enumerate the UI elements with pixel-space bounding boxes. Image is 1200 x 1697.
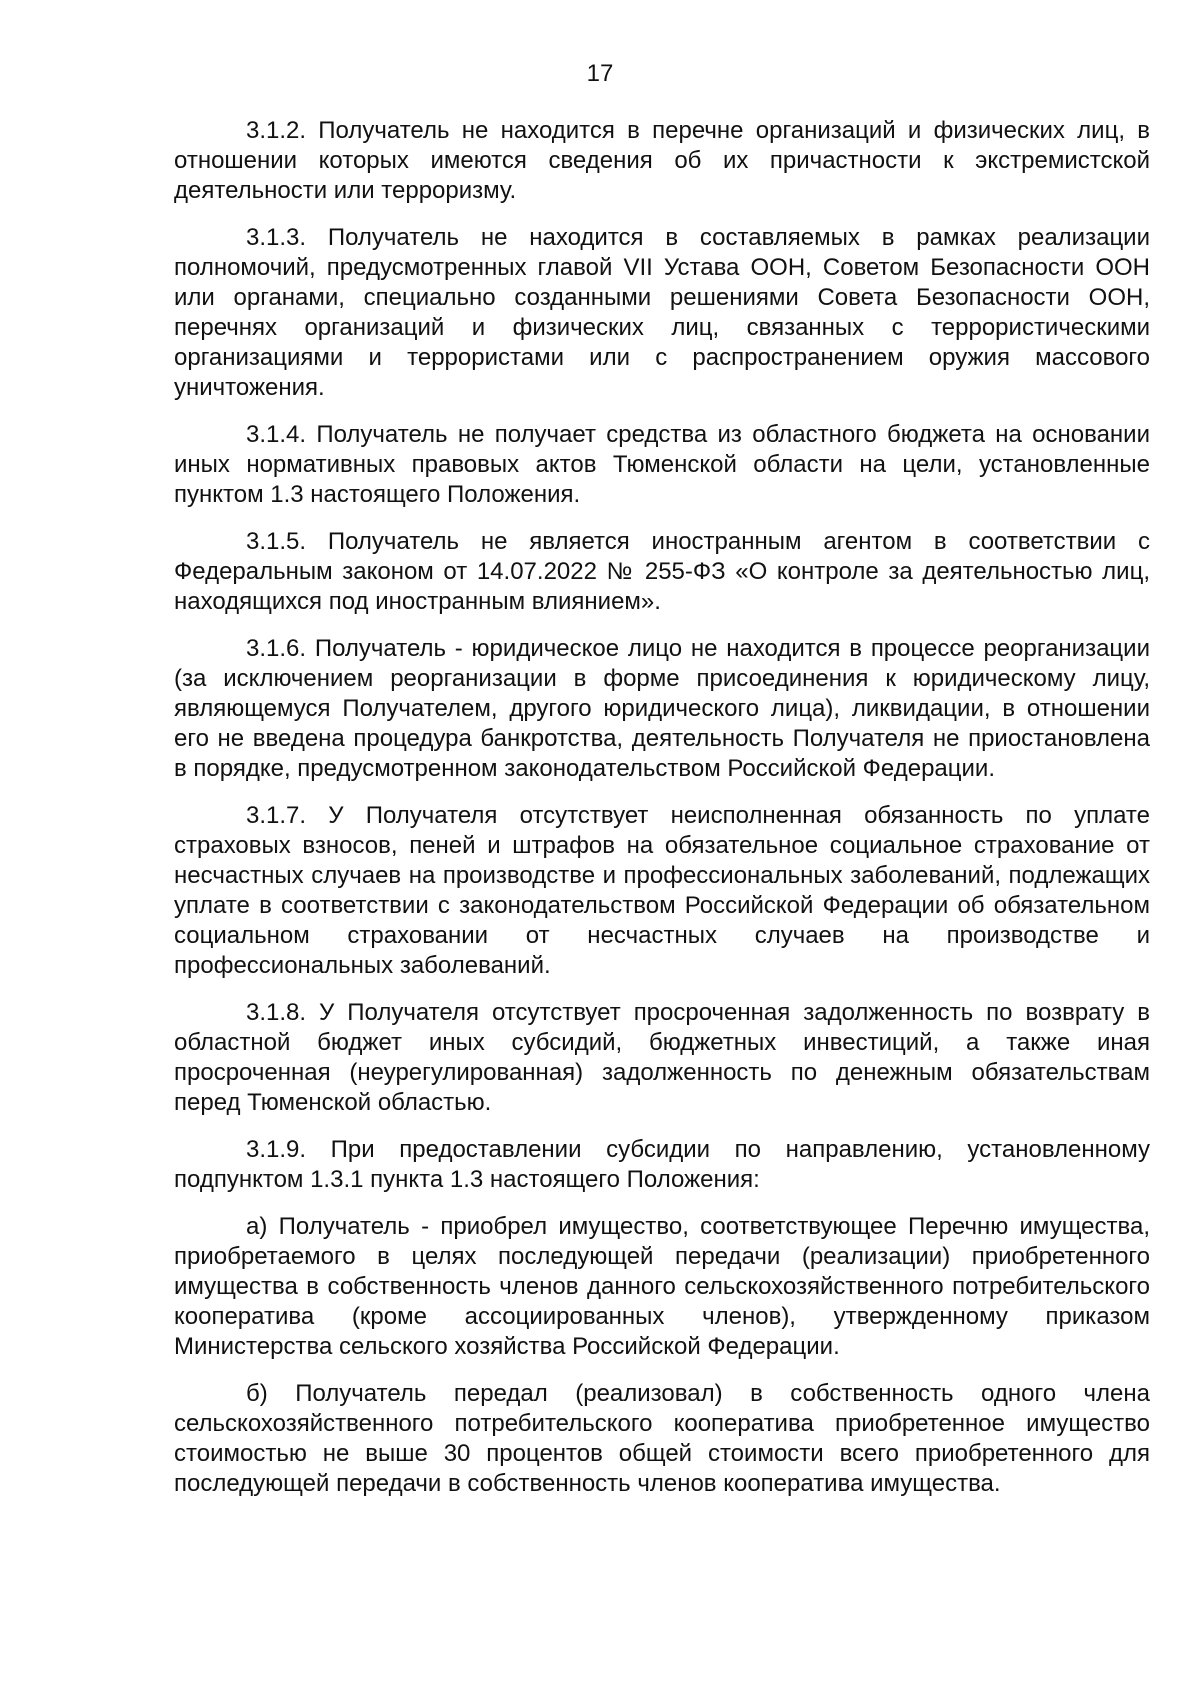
page-number: 17 bbox=[586, 60, 614, 87]
paragraph-3-1-9: 3.1.9. При предоставлении субсидии по направлению, установленному подпунктом 1.3.1 пункта 1.3 настоящего Положения: bbox=[174, 1136, 1150, 1193]
paragraph-3-1-2: 3.1.2. Получатель не находится в перечне организаций и физических лиц, в отношении которых имеются сведения об их причастности к экстремистской деятельности или терроризму. bbox=[174, 117, 1150, 204]
paragraph-3-1-7: 3.1.7. У Получателя отсутствует неисполненная обязанность по уплате страховых взносов, пеней и штрафов на обязательное социальное страхование от несчастных случаев на производстве и профессиональных заболеваний, подлежащих уплате в соответствии с законодательством Российской Федерации об обязательном социальном страховании от несчастных случаев на производстве и профессиональных заболеваний. bbox=[174, 802, 1150, 979]
paragraph-subitem-a: а) Получатель - приобрел имущество, соответствующее Перечню имущества, приобретаемого в целях последующей передачи (реализации) приобретенного имущества в собственность членов данного сельскохозяйственного потребительского кооператива (кроме ассоциированных членов), утвержденному приказом Министерства сельского хозяйства Российской Федерации. bbox=[174, 1213, 1150, 1360]
paragraph-3-1-4: 3.1.4. Получатель не получает средства из областного бюджета на основании иных нормативных правовых актов Тюменской области на цели, установленные пунктом 1.3 настоящего Положения. bbox=[174, 421, 1150, 508]
document-body bbox=[174, 116, 1150, 1516]
paragraph-3-1-6: 3.1.6. Получатель - юридическое лицо не находится в процессе реорганизации (за исключением реорганизации в форме присоединения к юридическому лицу, являющемуся Получателем, другого юридического лица), ликвидации, в отношении его не введена процедура банкротства, деятельность Получателя не приостановлена в порядке, предусмотренном законодательством Российской Федерации. bbox=[174, 635, 1150, 782]
paragraph-3-1-3: 3.1.3. Получатель не находится в составляемых в рамках реализации полномочий, предусмотренных главой VII Устава ООН, Советом Безопасности ООН или органами, специально созданными решениями Совета Безопасности ООН, перечнях организаций и физических лиц, связанных с террористическими организациями и террористами или с распространением оружия массового уничтожения. bbox=[174, 224, 1150, 401]
paragraph-3-1-8: 3.1.8. У Получателя отсутствует просроченная задолженность по возврату в областной бюджет иных субсидий, бюджетных инвестиций, а также иная просроченная (неурегулированная) задолженность по денежным обязательствам перед Тюменской областью. bbox=[174, 999, 1150, 1116]
paragraph-3-1-5: 3.1.5. Получатель не является иностранным агентом в соответствии с Федеральным законом от 14.07.2022 № 255-ФЗ «О контроле за деятельностью лиц, находящихся под иностранным влиянием». bbox=[174, 528, 1150, 615]
paragraph-subitem-b: б) Получатель передал (реализовал) в собственность одного члена сельскохозяйственного потребительского кооператива приобретенное имущество стоимостью не выше 30 процентов общей стоимости всего приобретенного для последующей передачи в собственность членов кооператива имущества. bbox=[174, 1380, 1150, 1497]
